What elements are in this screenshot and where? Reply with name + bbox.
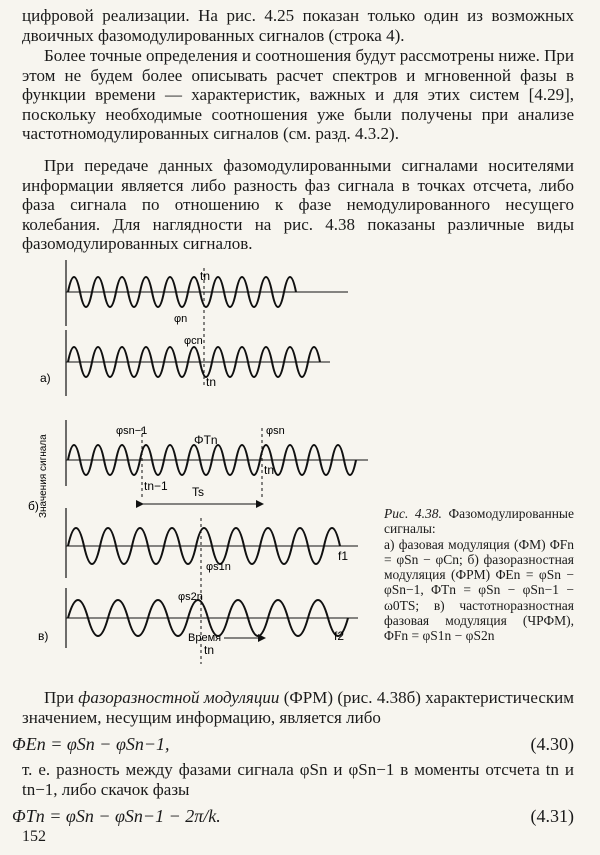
- figure-4-38: [18, 248, 378, 688]
- paragraph-3: При передаче данных фазомодулированными сигналами носителями информации является либо разность фаз сигнала в точках отсчета, либо фаза сигнала по отношению к фазе немодулированного несущего колебания. Для наглядности на рис. 4.38 показаны различные виды фазомодулированных сигналов.: [22, 156, 574, 253]
- phi-n-label: φn: [174, 313, 188, 325]
- p4-end: (ФРМ) (рис. 4.38б) характеристическим значением, несущим информацию, является либо: [22, 688, 574, 727]
- caption-lead: Фазомодулированные сигналы:: [384, 506, 574, 537]
- caption-title: Рис. 4.38.: [384, 506, 442, 521]
- panel-a-label: а): [40, 371, 51, 385]
- f1-label: f1: [338, 549, 349, 563]
- p4-emphasis: фазоразностной модуляции: [78, 688, 280, 707]
- panel-v-label: в): [38, 629, 49, 643]
- tn-b-label: tn: [264, 463, 275, 477]
- y-axis-label: Значения сигнала: [38, 434, 49, 518]
- formula-4-31: ΦTn = φSn − φSn−1 − 2π/k.: [12, 806, 221, 826]
- Phi-T-label: ΦTn: [194, 433, 218, 447]
- paragraph-5: т. е. разность между фазами сигнала φSn и φSn−1 в моменты отсчета tn и tn−1, либо скачок фазы: [22, 760, 574, 799]
- paragraph-1: цифровой реализации. На рис. 4.25 показан только один из возможных двоичных фазомодулированных сигналов (строка 4).: [22, 6, 574, 45]
- tn-a-bottom: tn: [206, 375, 217, 389]
- figure-caption: [384, 506, 574, 644]
- equation-number-4-30: (4.30): [530, 734, 574, 754]
- paragraph-2: Более точные определения и соотношения будут рассмотрены ниже. При этом не будем более описывать расчет спектров и мгновенной фазы в функции времени — характеристик, важных и для этих систем [4.29], поскольку необходимые соотношения уже были получены при анализе частотномодулированных сигналов (см. разд. 4.3.2).: [22, 46, 575, 143]
- phi-s-n1-label: φsn−1: [116, 425, 148, 437]
- phi-c-label: φcn: [184, 335, 203, 347]
- phi-s-n-label: φsn: [266, 425, 285, 437]
- panel-b-label: б): [28, 499, 39, 513]
- p4-start: При: [44, 688, 79, 707]
- equation-number-4-31: (4.31): [530, 806, 574, 826]
- tn-a-top: tn: [200, 269, 211, 283]
- phi-s1-label: φs1n: [206, 561, 231, 573]
- page-number: 152: [22, 828, 46, 845]
- tn1-label: tn−1: [144, 479, 168, 493]
- ts-label: Ts: [192, 485, 204, 499]
- tn-v-label: tn: [204, 643, 215, 657]
- x-axis-label: Время: [188, 632, 222, 644]
- phi-s2-label: φs2n: [178, 591, 203, 603]
- formula-4-30: ΦEn = φSn − φSn−1,: [12, 734, 170, 754]
- caption-body: а) фазовая модуляция (ФМ) ΦFn = φSn − φCn; б) фазоразностная модуляция (ФРМ) ΦEn = φSn − φSn−1, ΦTn = φSn − φSn−1 − ω0TS; в) частотноразностная фазовая модуляция (ЧРФМ), ΦFn = φS1n − φS2n: [384, 536, 574, 644]
- paragraph-4: [22, 688, 574, 727]
- f2-label: f2: [334, 629, 345, 643]
